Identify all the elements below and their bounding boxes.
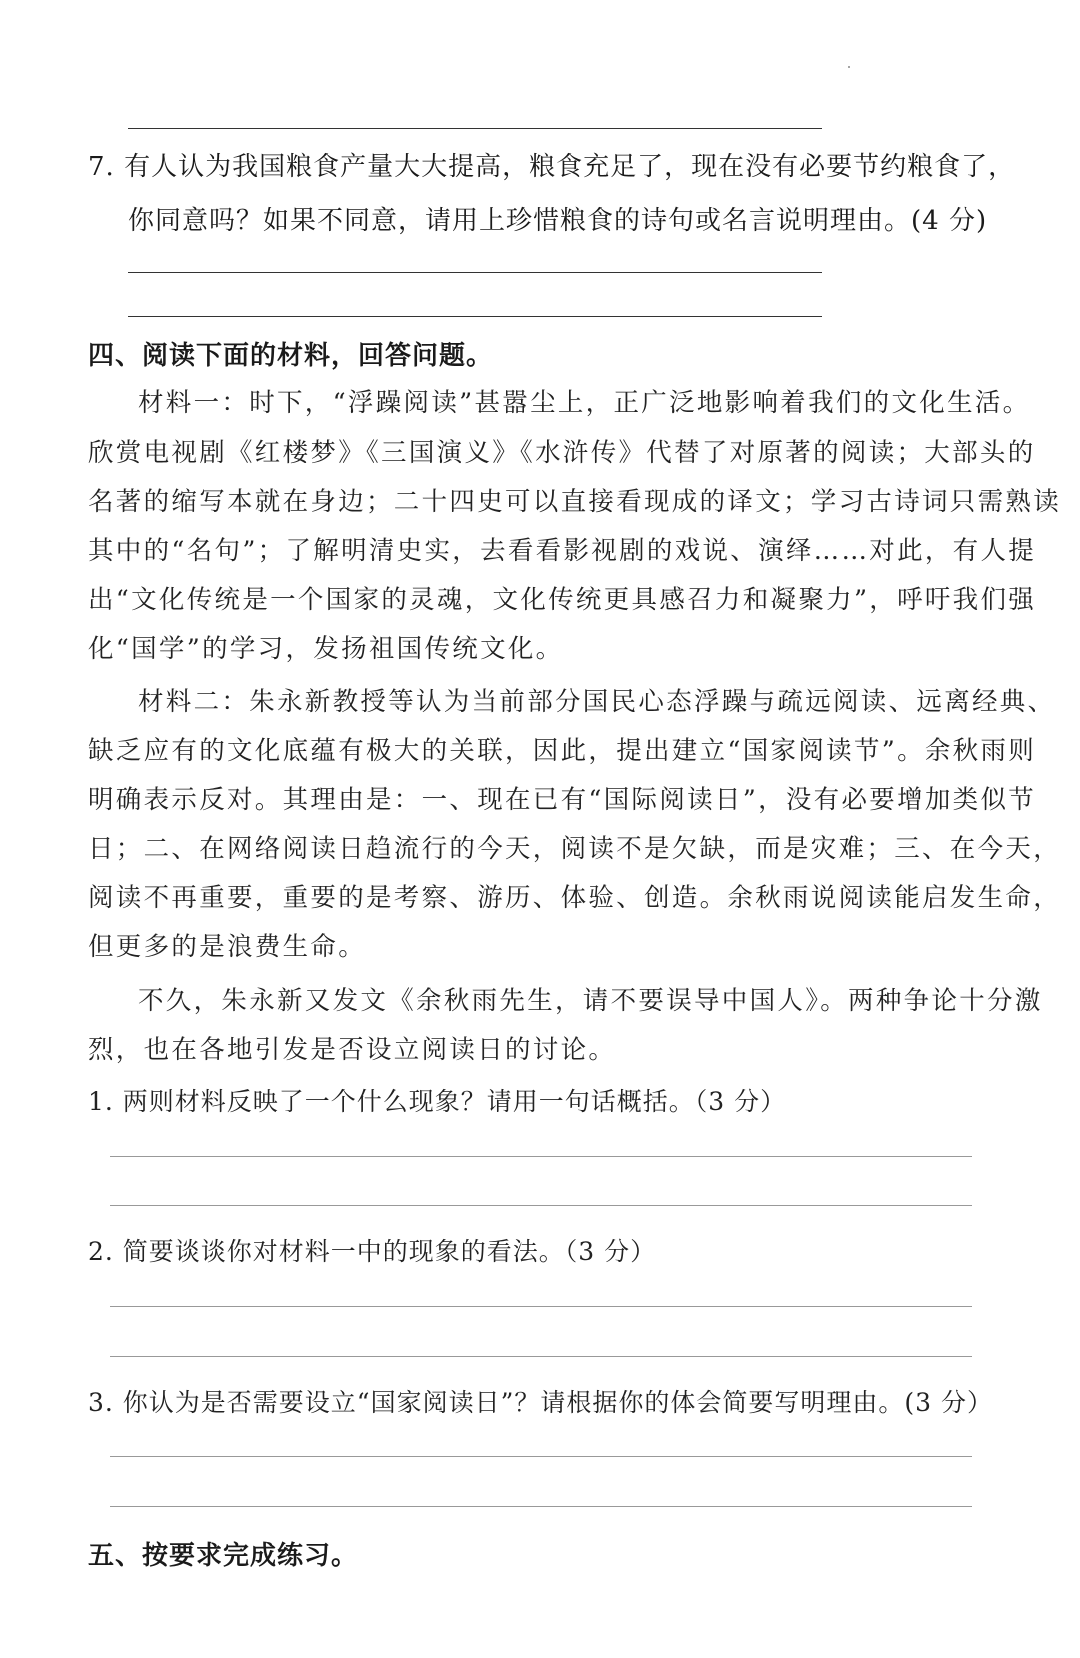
- answer-line[interactable]: [128, 316, 822, 317]
- answer-line[interactable]: [110, 1156, 972, 1157]
- answer-line[interactable]: [110, 1456, 972, 1457]
- material-1-line: 其中的“名句”；了解明清史实，去看看影视剧的戏说、演绎……对此，有人提: [88, 536, 1037, 566]
- material-2-line: 但更多的是浪费生命。: [88, 932, 367, 962]
- material-2-line: 阅读不再重要，重要的是考察、游历、体验、创造。余秋雨说阅读能启发生命，: [88, 883, 1062, 913]
- material-1-line: 材料一：时下，“浮躁阅读”甚嚣尘上，正广泛地影响着我们的文化生活。: [138, 388, 1031, 418]
- material-1-line: 名著的缩写本就在身边；二十四史可以直接看现成的译文；学习古诗词只需熟读: [88, 487, 1062, 517]
- answer-line[interactable]: [110, 1205, 972, 1206]
- material-2-line: 材料二：朱永新教授等认为当前部分国民心态浮躁与疏远阅读、远离经典、: [138, 687, 1056, 717]
- answer-line[interactable]: [110, 1506, 972, 1507]
- material-2-line: 缺乏应有的文化底蕴有极大的关联，因此，提出建立“国家阅读节”。余秋雨则: [88, 736, 1037, 766]
- section-5-heading: 五、按要求完成练习。: [88, 1541, 359, 1571]
- material-2-line: 日；二、在网络阅读日趋流行的今天，阅读不是欠缺，而是灾难；三、在今天，: [88, 834, 1062, 864]
- answer-line[interactable]: [110, 1356, 972, 1357]
- answer-line[interactable]: [128, 272, 822, 273]
- material-3-line: 烈，也在各地引发是否设立阅读日的讨论。: [88, 1035, 617, 1065]
- question-2: 2. 简要谈谈你对材料一中的现象的看法。（3 分）: [88, 1237, 657, 1266]
- scan-speck: [848, 66, 850, 68]
- section-4-heading: 四、阅读下面的材料，回答问题。: [88, 341, 494, 371]
- material-2-line: 明确表示反对。其理由是：一、现在已有“国际阅读日”，没有必要增加类似节: [88, 785, 1037, 815]
- question-3: 3. 你认为是否需要设立“国家阅读日”？请根据你的体会简要写明理由。(3 分）: [88, 1388, 993, 1417]
- question-1: 1. 两则材料反映了一个什么现象？请用一句话概括。（3 分）: [88, 1087, 787, 1116]
- answer-line[interactable]: [128, 128, 822, 129]
- material-1-line: 欣赏电视剧《红楼梦》《三国演义》《水浒传》代替了对原著的阅读；大部头的: [88, 438, 1036, 468]
- material-1-line: 化“国学”的学习，发扬祖国传统文化。: [88, 634, 564, 664]
- question-7-line-1: 7. 有人认为我国粮食产量大大提高，粮食充足了，现在没有必要节约粮食了，: [88, 152, 1016, 182]
- material-3-line: 不久，朱永新又发文《余秋雨先生，请不要误导中国人》。两种争论十分激: [138, 986, 1043, 1016]
- material-1-line: 出“文化传统是一个国家的灵魂，文化传统更具感召力和凝聚力”，呼吁我们强: [88, 585, 1037, 615]
- question-7-line-2: 你同意吗？如果不同意，请用上珍惜粮食的诗句或名言说明理由。(4 分): [128, 206, 988, 236]
- answer-line[interactable]: [110, 1306, 972, 1307]
